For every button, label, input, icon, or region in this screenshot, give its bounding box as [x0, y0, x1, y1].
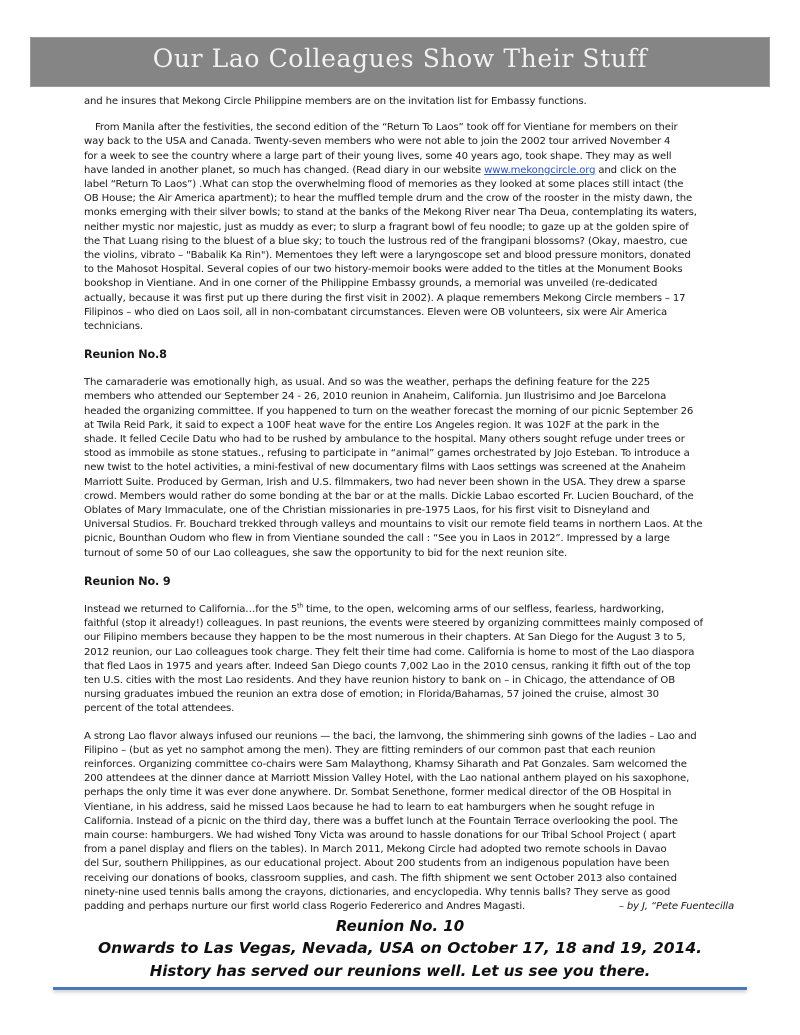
text-line: reinforces. Organizing committee co-chairs were Sam Malaythong, Khamsy Siharath and Pat Gonzales. Sam welcomed the [84, 758, 687, 770]
text-line: neither mystic nor majestic, just as muddy as ever; to slurp a fragrant bowl of feu noodle; to gaze up at the golden spire of [84, 221, 689, 233]
text-line: ten U.S. cities with the most Lao residents. And they have reunion history to bank on – in Chicago, the attendance of OB [84, 674, 676, 686]
text-line: Vientiane, in his address, said he missed Laos because he had to learn to eat hamburgers when he sought refuge in [84, 801, 655, 813]
text-line: OB House; the Air America apartment); to hear the muffled temple drum and the crow of the rooster in the misty dawn, the [84, 193, 693, 205]
reunion-8-paragraph [84, 376, 734, 561]
text-line: from a panel display and fliers on the tables). In March 2011, Mekong Circle had adopted two remote schools in Davao [84, 844, 667, 856]
text-line: Marriott Suite. Produced by German, Irish and U.S. filmmakers, two had never been shown in the USA. They drew a sparse [84, 476, 686, 488]
section-heading-reunion-9: Reunion No. 9 [84, 574, 171, 588]
closing-title: Reunion No. 10 [335, 917, 465, 935]
text-line: members who attended our September 24 - 26, 2010 reunion in Anaheim, California. Jun Ilustrisimo and Joe Barcelona [84, 391, 667, 403]
page-title: Our Lao Colleagues Show Their Stuff [152, 44, 648, 73]
closing-line-2: History has served our reunions well. Let us see you there. [149, 962, 651, 980]
text-line: crowd. Members would rather do some bonding at the bar or at the malls. Dickie Labao escorted Fr. Lucien Bouchard, of the [84, 490, 694, 502]
text-line: stood as immobile as stone statues., refusing to participate in “animal” games orchestrated by Jojo Esteban. To introduce a [84, 448, 690, 460]
text-line: that fled Laos in 1975 and years after. Indeed San Diego counts 7,002 Lao in the 2010 census, ranking it fifth out of the top [84, 660, 691, 672]
text-line: the That Luang rising to the bluest of a blue sky; to touch the lustrous red of the frangipani blossoms? (Okay, maestro, cue [84, 235, 688, 247]
text-line: actually, because it was first put up there during the first visit in 2002). A plaque remembers Mekong Circle members – 17 [84, 292, 686, 304]
bottom-divider [53, 987, 747, 990]
text-line-with-link [84, 164, 734, 178]
text-line: and he insures that Mekong Circle Philippine members are on the invitation list for Embassy functions. [84, 96, 587, 107]
text-line: perhaps the only time it was ever done anywhere. Dr. Sombat Senethone, former medical director of the OB Hospital in [84, 787, 672, 799]
closing-line-1: Onwards to Las Vegas, Nevada, USA on October 17, 18 and 19, 2014. [97, 939, 703, 957]
text-line: monks emerging with their silver bowls; to stand at the banks of the Mekong River near Tha Deua, contemplating its waters, [84, 207, 697, 219]
text-line: 2012 reunion, our Lao colleagues took charge. They felt their time had come. California is home to most of the Lao diaspora [84, 646, 695, 658]
text-line: A strong Lao flavor always infused our reunions — the baci, the lamvong, the shimmering sinh gowns of the ladies – Lao and [84, 730, 697, 742]
text-line [84, 603, 734, 617]
text-segment: time, to the open, welcoming arms of our selfless, fearless, hardworking, [303, 603, 665, 615]
text-line: technicians. [84, 321, 143, 333]
text-line: at Twila Reid Park, it said to expect a 100F heat wave for the entire Los Angeles region. It was 102F at the park in the [84, 419, 660, 431]
closing-announcement [0, 916, 800, 983]
text-line: ninety-nine used tennis balls among the crayons, dictionaries, and encyclopedia. Why tennis balls? They serve as good [84, 886, 671, 898]
text-line: faithful (stop it already!) colleagues. In past reunions, the events were steered by organizing committees mainly composed of [84, 618, 703, 630]
text-line: receiving our donations of books, classroom supplies, and cash. The fifth shipment we sent October 2013 also contained [84, 872, 677, 884]
article-body [84, 95, 734, 914]
text-line: picnic, Bounthan Oudom who flew in from Vientiane sounded the call : “See you in Laos in 2012”. Impressed by a large [84, 533, 670, 545]
text-line: The camaraderie was emotionally high, as usual. And so was the weather, perhaps the defining feature for the 225 [84, 377, 651, 389]
text-segment: and click on the [598, 164, 677, 176]
text-line: Filipinos – who died on Laos soil, all in non-combatant circumstances. Eleven were OB volunteers, six were Air America [84, 306, 668, 318]
text-line: Universal Studios. Fr. Bouchard trekked through valleys and mountains to visit our remote field teams in northern Laos. At the [84, 519, 703, 531]
text-segment: have landed in another planet, so much has changed. (Read diary in our website [84, 164, 485, 176]
text-segment: padding and perhaps nurture our first world class Rogerio Federerico and Andres Magasti. [84, 900, 526, 912]
text-line: main course: hamburgers. We had wished Tony Victa was around to hassle donations for our Tribal School Project ( apart [84, 829, 676, 841]
reunion-9-paragraph-1 [84, 603, 734, 717]
text-line: del Sur, southern Philippines, as our educational project. About 200 students from an indigenous population have been [84, 858, 670, 870]
header-band [30, 37, 770, 87]
text-line: headed the organizing committee. If you happened to turn on the weather forecast the morning of our picnic September 26 [84, 405, 694, 417]
text-line: our Filipino members because they happen to be the most numerous in their chapters. At San Diego for the August 3 to 5, [84, 632, 686, 644]
ordinal-suffix: th [297, 602, 304, 610]
text-line: From Manila after the festivities, the second edition of the “Return To Laos” took off for Vientiane for members on their [95, 122, 678, 134]
text-line: the violins, vibrato – "Babalik Ka Rin"). Mementoes they left were a laryngoscope set and blood pressure monitors, donated [84, 250, 691, 262]
text-line: new twist to the hotel activities, a mini-festival of new documentary films with Laos settings was screened at the Anaheim [84, 462, 686, 474]
text-line: way back to the USA and Canada. Twenty-seven members who were not able to join the 2002 tour arrived November 4 [84, 136, 671, 148]
text-line: Filipino – (but as yet no samphot among the men). They are fitting reminders of our common past that each reunion [84, 744, 656, 756]
text-line: label “Return To Laos”) .What can stop the overwhelming flood of memories as they looked at some places still intact (the [84, 179, 684, 191]
text-line: 200 attendees at the dinner dance at Marriott Mission Valley Hotel, with the Lao national anthem played on his saxophone, [84, 773, 690, 785]
text-line: California. Instead of a picnic on the third day, there was a buffet lunch at the Fountain Terrace overlooking the pool. The [84, 815, 678, 827]
text-line-last [84, 900, 734, 914]
text-segment: Instead we returned to California…for the 5 [84, 603, 298, 615]
text-line: nursing graduates imbued the reunion an extra dose of emotion; in Florida/Bahamas, 57 joined the cruise, almost 30 [84, 689, 659, 701]
reunion-9-paragraph-2 [84, 730, 734, 915]
text-line: shade. It felled Cecile Datu who had to be rushed by ambulance to the hospital. Many others sought refuge under trees or [84, 434, 685, 446]
section-heading-reunion-8: Reunion No.8 [84, 348, 167, 362]
text-line: percent of the total attendees. [84, 703, 235, 715]
text-line: bookshop in Vientiane. And in one corner of the Philippine Embassy grounds, a memorial was unveiled (re-dedicated [84, 278, 658, 290]
text-line: for a week to see the country where a large part of their young lives, some 40 years ago, took shape. They may as well [84, 150, 672, 162]
intro-paragraph [84, 95, 734, 109]
text-line: to the Mahosot Hospital. Several copies of our two history-memoir books were added to the titles at the Monument Books [84, 264, 683, 276]
return-to-laos-paragraph [84, 121, 734, 334]
text-line: turnout of some 50 of our Lao colleagues, she saw the opportunity to bid for the next reunion site. [84, 547, 568, 559]
author-signature: – by J, “Pete Fuentecilla [618, 900, 734, 912]
text-line: Oblates of Mary Immaculate, one of the Christian missionaries in pre-1975 Laos, for his first visit to Disneyland and [84, 505, 650, 517]
website-link[interactable]: www.mekongcircle.org [484, 164, 596, 176]
